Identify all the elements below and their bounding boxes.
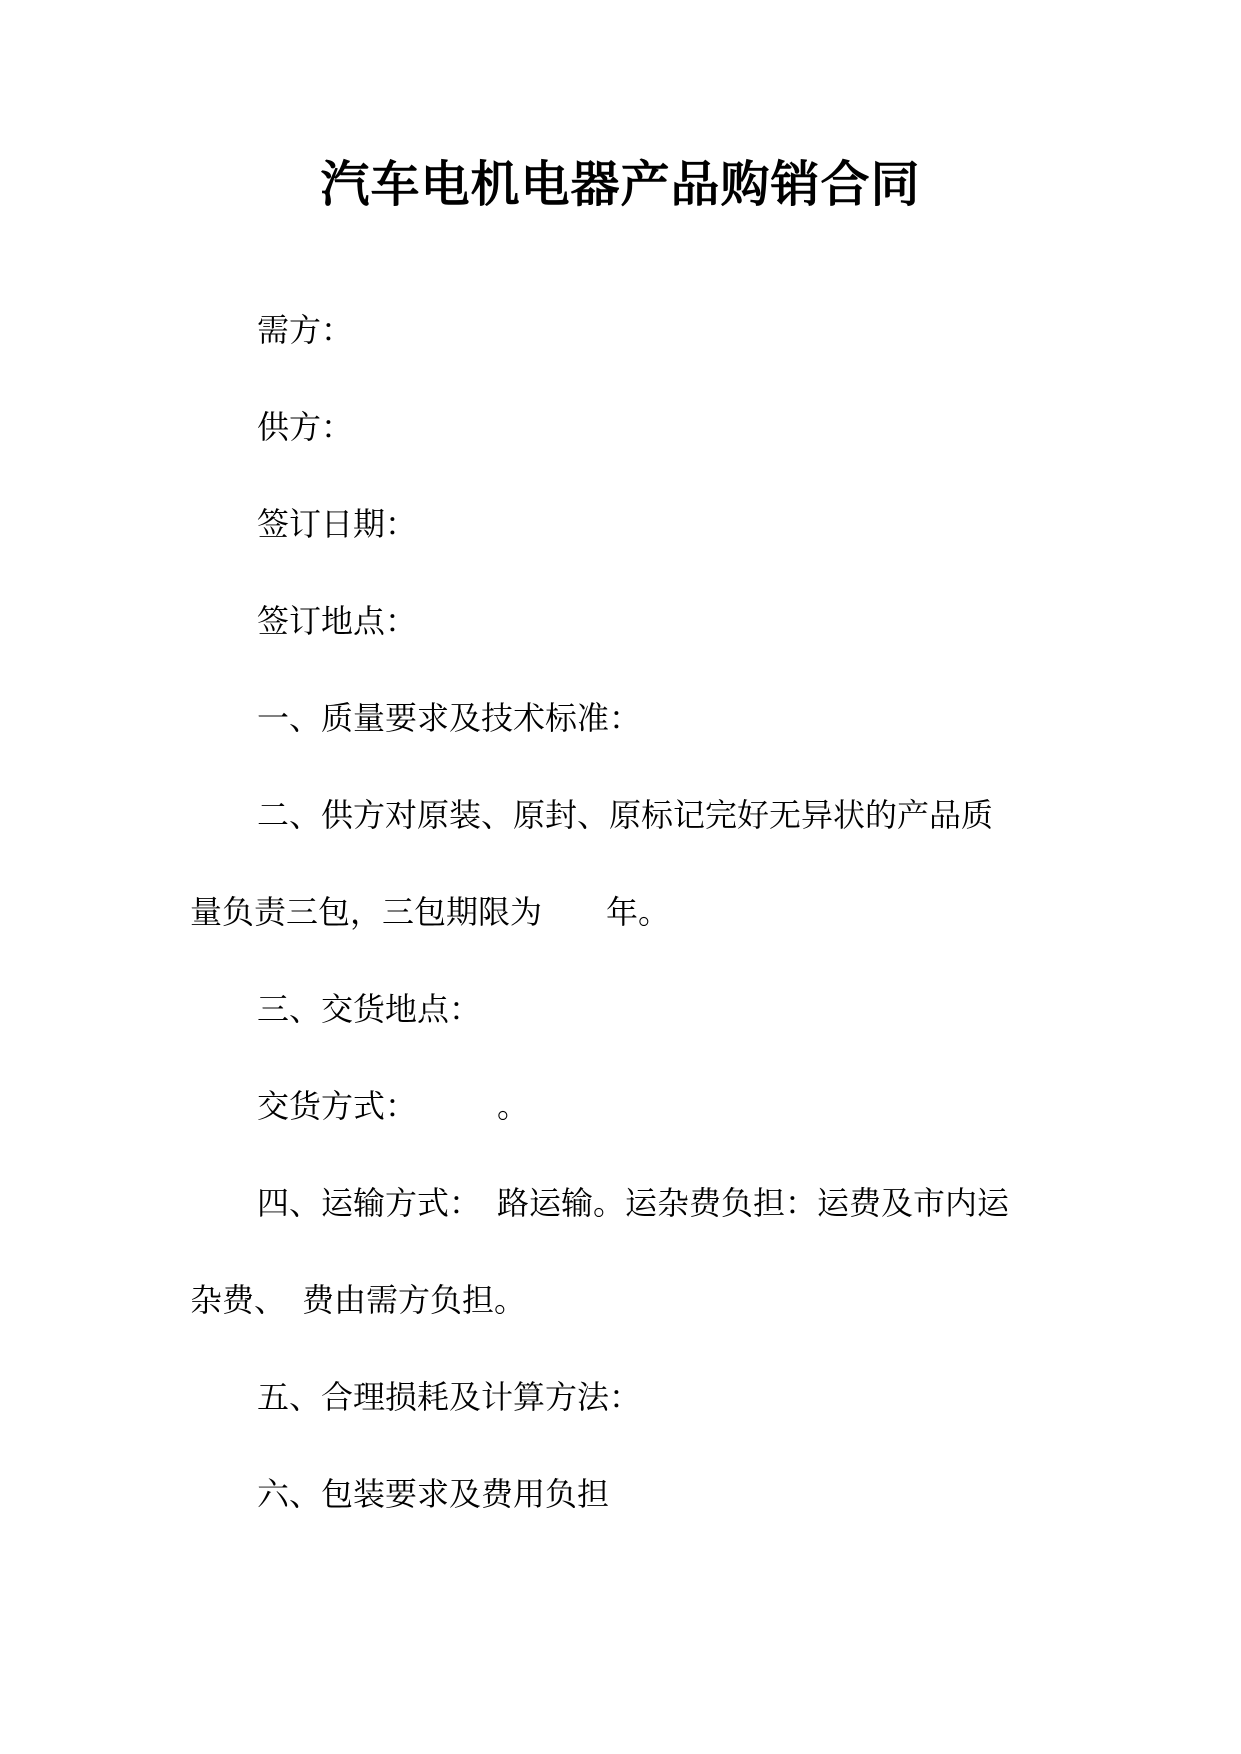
clause-6-line: 六、包装要求及费用负担	[257, 1475, 610, 1513]
clause-3-line: 三、交货地点：	[257, 990, 482, 1028]
document-title: 汽车电机电器产品购销合同	[320, 156, 921, 213]
delivery-method-line: 交货方式： 。	[257, 1087, 530, 1125]
clause-1-line: 一、质量要求及技术标准：	[257, 699, 642, 737]
buyer-line: 需方：	[257, 311, 354, 349]
signing-date-line: 签订日期：	[257, 505, 418, 543]
clause-4-line-1: 四、运输方式： 路运输。运杂费负担：运费及市内运	[257, 1184, 1010, 1222]
clause-5-line: 五、合理损耗及计算方法：	[257, 1378, 642, 1416]
supplier-line: 供方：	[257, 408, 354, 446]
clause-4-line-2: 杂费、 费由需方负担。	[190, 1281, 527, 1319]
clause-2-line-2: 量负责三包，三包期限为 年。	[190, 893, 671, 931]
clause-2-line-1: 二、供方对原装、原封、原标记完好无异状的产品质	[257, 796, 994, 834]
signing-place-line: 签订地点：	[257, 602, 418, 640]
